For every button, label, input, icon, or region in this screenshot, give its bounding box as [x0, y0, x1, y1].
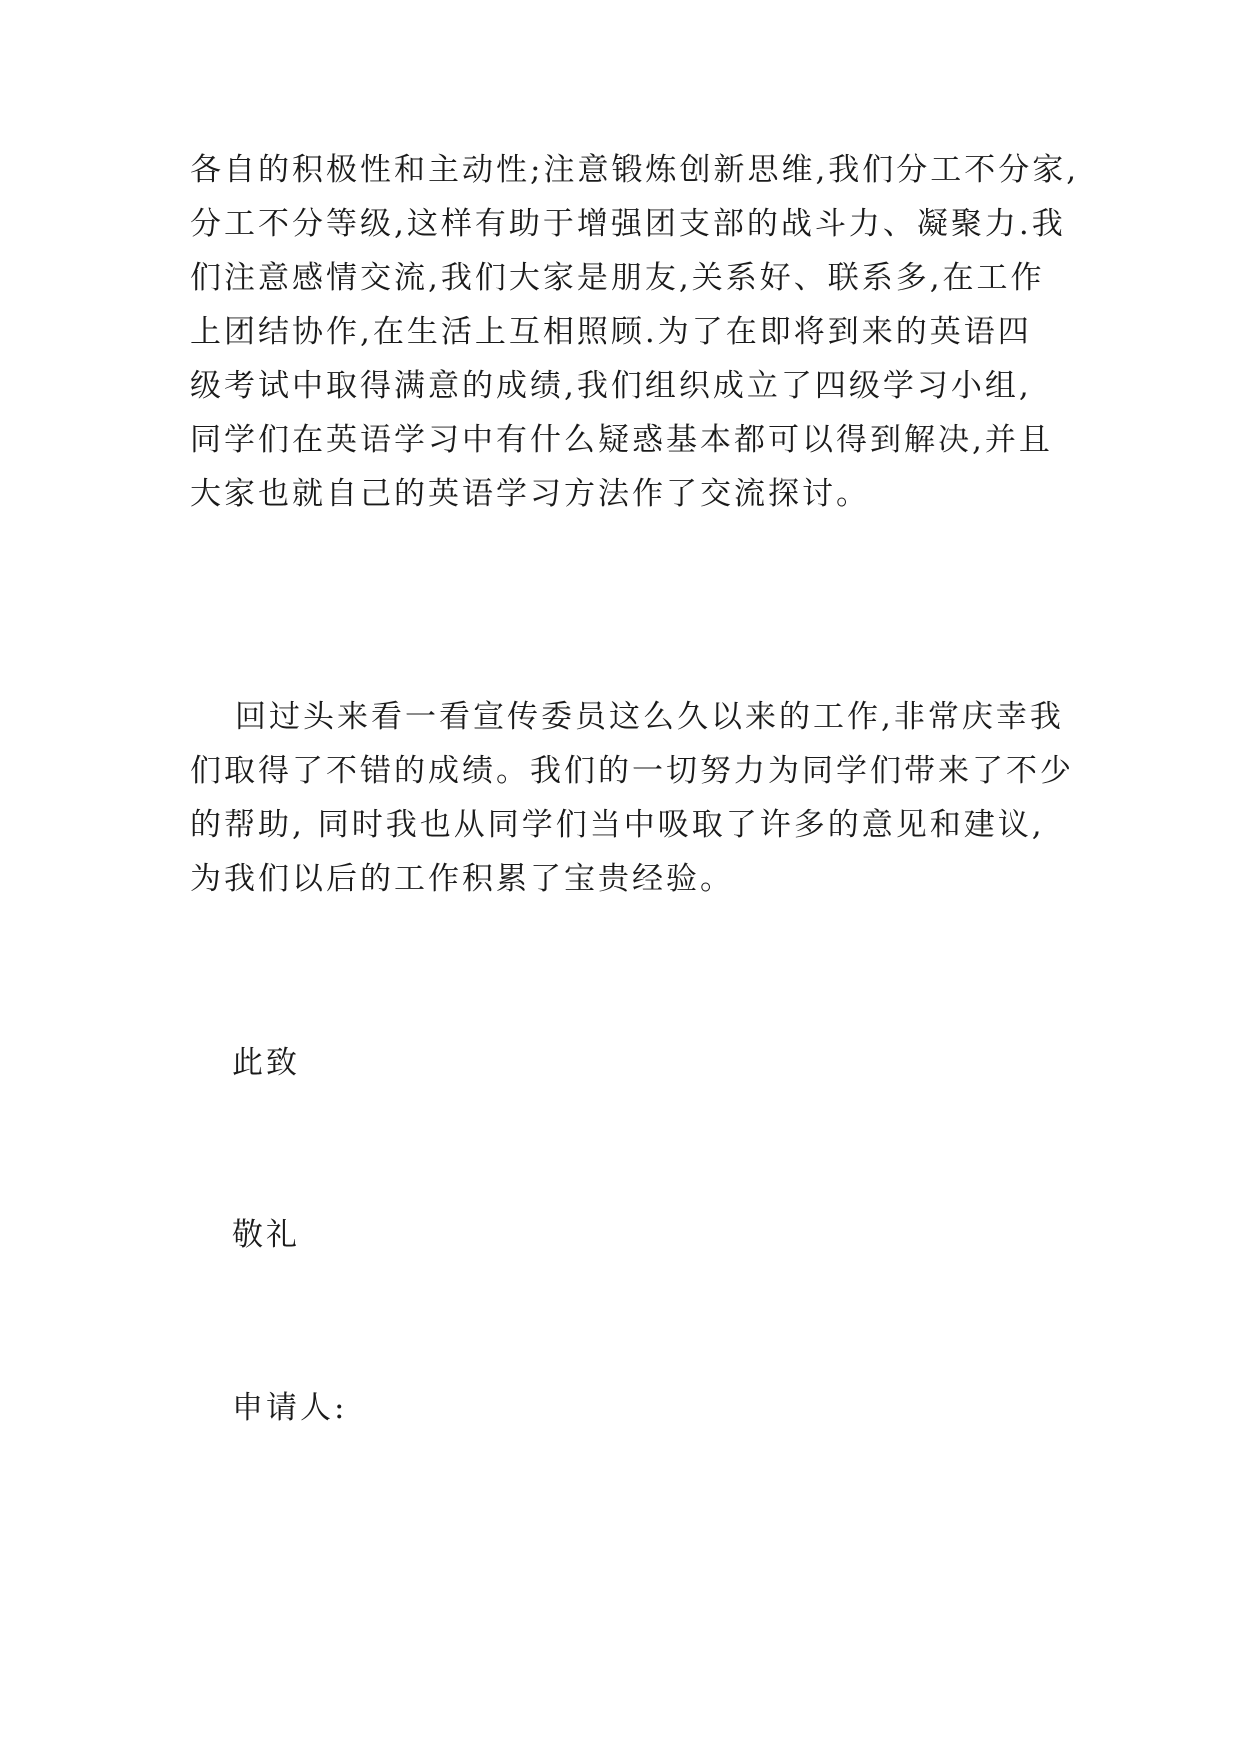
body-paragraph-2 [190, 690, 1074, 906]
body-paragraph-1 [190, 143, 1080, 521]
text-line: 分工不分等级,这样有助于增强团支部的战斗力、凝聚力.我 [190, 206, 1066, 242]
text-line: 上团结协作,在生活上互相照顾.为了在即将到来的英语四 [190, 314, 1032, 350]
text-line: 同学们在英语学习中有什么疑惑基本都可以得到解决,并且 [190, 422, 1053, 458]
closing-regards: 敬礼 [232, 1217, 300, 1253]
text-line: 大家也就自己的英语学习方法作了交流探讨。 [190, 476, 870, 512]
closing-salutation: 此致 [232, 1045, 300, 1081]
text-line: 各自的积极性和主动性;注意锻炼创新思维,我们分工不分家, [190, 152, 1080, 188]
text-line: 级考试中取得满意的成绩,我们组织成立了四级学习小组, [190, 368, 1032, 404]
text-line: 为我们以后的工作积累了宝贵经验。 [190, 861, 734, 897]
signature-label: 申请人: [232, 1390, 348, 1426]
text-line: 们注意感情交流,我们大家是朋友,关系好、联系多,在工作 [190, 260, 1045, 296]
text-line: 的帮助, 同时我也从同学们当中吸取了许多的意见和建议, [190, 807, 1045, 843]
text-line: 们取得了不错的成绩。我们的一切努力为同学们带来了不少 [190, 753, 1074, 789]
text-line: 回过头来看一看宣传委员这么久以来的工作,非常庆幸我 [235, 699, 1064, 735]
